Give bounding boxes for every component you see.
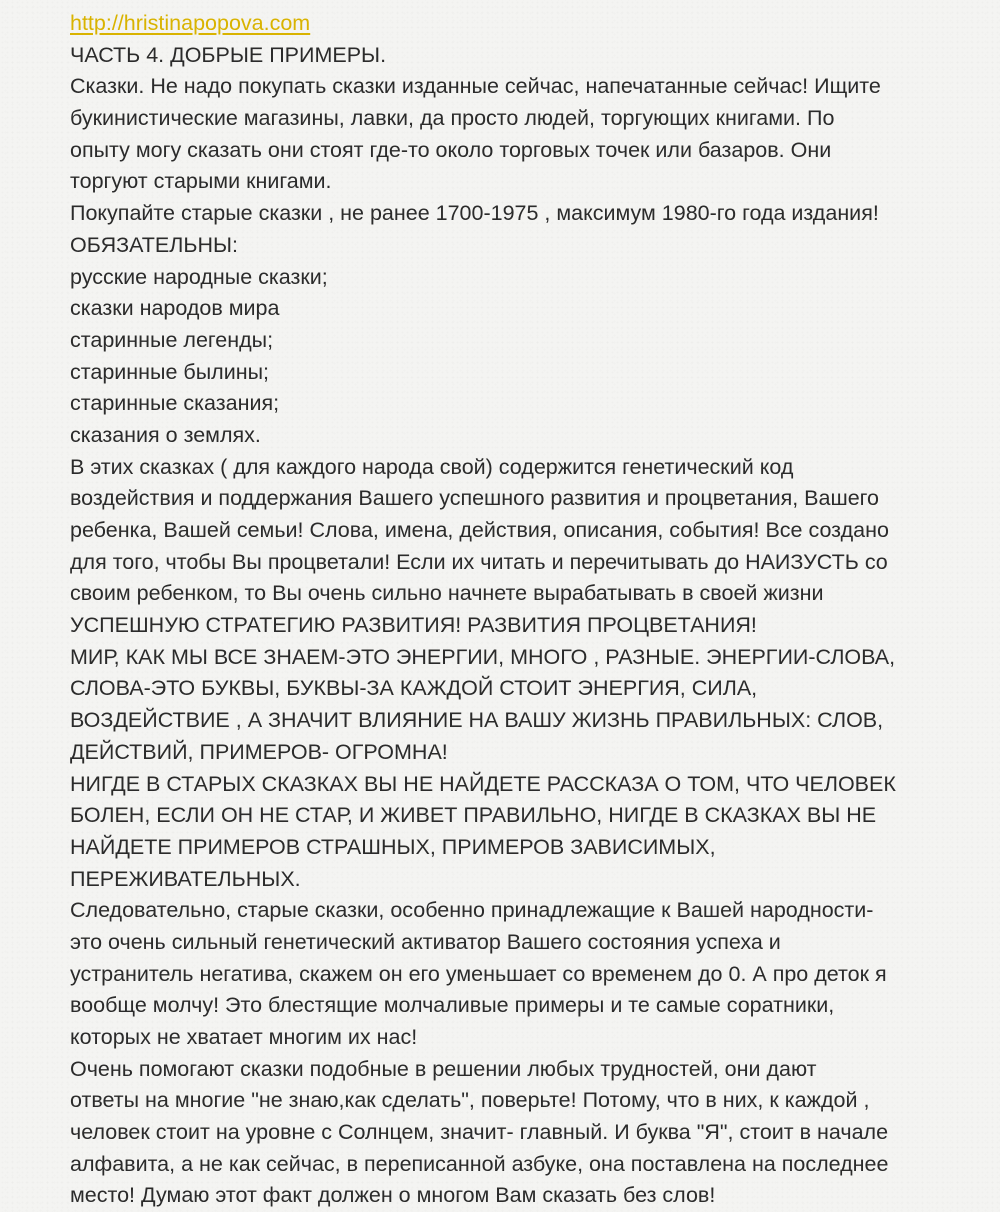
text-line: Следовательно, старые сказки, особенно принадлежащие к Вашей народности- (70, 898, 874, 923)
text-line: воздействия и поддержания Вашего успешного развития и процветания, Вашего (70, 486, 880, 511)
text-line: НИГДЕ В СТАРЫХ СКАЗКАХ ВЫ НЕ НАЙДЕТЕ РАССКАЗА О ТОМ, ЧТО ЧЕЛОВЕК (70, 771, 896, 796)
list-item: русские народные сказки; (70, 264, 328, 289)
document-heading: ЧАСТЬ 4. ДОБРЫЕ ПРИМЕРЫ. (70, 42, 387, 67)
text-line: это очень сильный генетический активатор Вашего состояния успеха и (70, 929, 781, 954)
line-link (70, 8, 990, 40)
text-line: алфавита, а не как сейчас, в переписанной азбуке, она поставлена на последнее (70, 1151, 889, 1176)
list-item: сказки народов мира (70, 296, 280, 321)
text-line: человек стоит на уровне с Солнцем, значит- главный. И буква "Я", стоит в начале (70, 1120, 889, 1145)
document-body (70, 8, 990, 1212)
list-item: старинные былины; (70, 359, 270, 384)
text-line: УСПЕШНУЮ СТРАТЕГИЮ РАЗВИТИЯ! РАЗВИТИЯ ПРОЦВЕТАНИЯ! (70, 613, 757, 638)
text-line: букинистические магазины, лавки, да просто людей, торгующих книгами. По (70, 106, 835, 131)
text-line: БОЛЕН, ЕСЛИ ОН НЕ СТАР, И ЖИВЕТ ПРАВИЛЬНО, НИГДЕ В СКАЗКАХ ВЫ НЕ (70, 803, 877, 828)
text-line: устранитель негатива, скажем он его уменьшает со временем до 0. А про деток я (70, 961, 887, 986)
text-line: ДЕЙСТВИЙ, ПРИМЕРОВ- ОГРОМНА! (70, 739, 448, 764)
text-line: Покупайте старые сказки , не ранее 1700-1975 , максимум 1980-го года издания! (70, 201, 879, 226)
text-line: опыту могу сказать они стоят где-то около торговых точек или базаров. Они (70, 137, 832, 162)
list-item: старинные сказания; (70, 391, 280, 416)
text-line: Очень помогают сказки подобные в решении любых трудностей, они дают (70, 1056, 817, 1081)
text-line: вообще молчу! Это блестящие молчаливые примеры и те самые соратники, (70, 993, 835, 1018)
text-line: Сказки. Не надо покупать сказки изданные сейчас, напечатанные сейчас! Ищите (70, 74, 881, 99)
list-item: старинные легенды; (70, 327, 274, 352)
list-item: сказания о землях. (70, 422, 261, 447)
text-line: ВОЗДЕЙСТВИЕ , А ЗНАЧИТ ВЛИЯНИЕ НА ВАШУ ЖИЗНЬ ПРАВИЛЬНЫХ: СЛОВ, (70, 708, 884, 733)
text-line: МИР, КАК МЫ ВСЕ ЗНАЕМ-ЭТО ЭНЕРГИИ, МНОГО , РАЗНЫЕ. ЭНЕРГИИ-СЛОВА, (70, 644, 896, 669)
website-link[interactable]: http://hristinapopova.com (70, 11, 311, 35)
text-line: В этих сказках ( для каждого народа свой) содержится генетический код (70, 454, 794, 479)
text-line: место! Думаю этот факт должен о многом Вам сказать без слов! (70, 1183, 716, 1208)
text-line: своим ребенком, то Вы очень сильно начнете вырабатывать в своей жизни (70, 581, 824, 606)
text-line: ОБЯЗАТЕЛЬНЫ: (70, 232, 238, 257)
text-line: для того, чтобы Вы процветали! Если их читать и перечитывать до НАИЗУСТЬ со (70, 549, 888, 574)
text-line: ПЕРЕЖИВАТЕЛЬНЫХ. (70, 866, 301, 891)
text-line: НАЙДЕТЕ ПРИМЕРОВ СТРАШНЫХ, ПРИМЕРОВ ЗАВИСИМЫХ, (70, 834, 716, 859)
text-line: ответы на многие "не знаю,как сделать", поверьте! Потому, что в них, к каждой , (70, 1088, 870, 1113)
text-line: СЛОВА-ЭТО БУКВЫ, БУКВЫ-ЗА КАЖДОЙ СТОИТ ЭНЕРГИЯ, СИЛА, (70, 676, 758, 701)
text-line: торгуют старыми книгами. (70, 169, 332, 194)
text-line: которых не хватает многим их нас! (70, 1025, 418, 1049)
text-line: ребенка, Вашей семьи! Слова, имена, действия, описания, события! Все создано (70, 518, 889, 542)
